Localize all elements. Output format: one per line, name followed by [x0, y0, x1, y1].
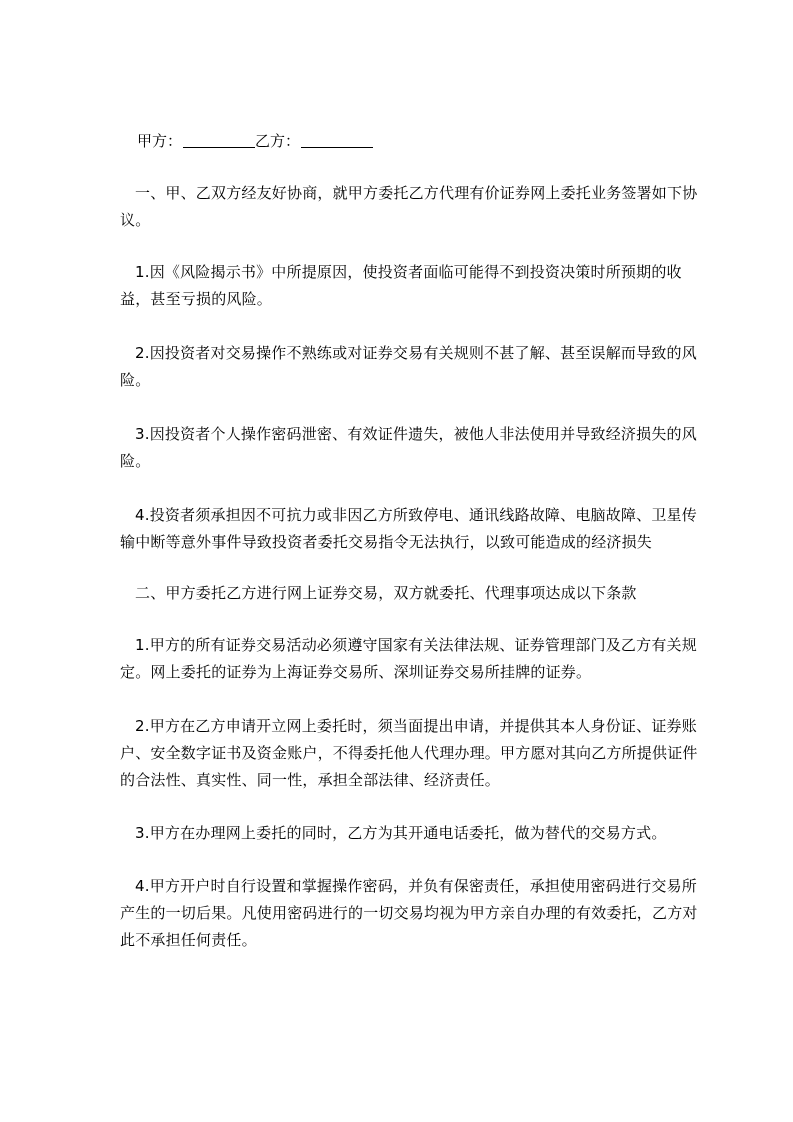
risk-item-1: 1.因《风险揭示书》中所提原因，使投资者面临可能得不到投资决策时所预期的收益，甚至亏损的风险。: [120, 263, 682, 308]
section-one-heading: 一、甲、乙双方经友好协商，就甲方委托乙方代理有价证券网上委托业务签署如下协议。: [120, 184, 698, 229]
risk-item-3: 3.因投资者个人操作密码泄密、有效证件遗失，被他人非法使用并导致经济损失的风险。: [120, 425, 697, 470]
risk-item-4: 4.投资者须承担因不可抗力或非因乙方所致停电、通讯线路故障、电脑故障、卫星传输中断等意外事件导致投资者委托交易指令无法执行，以致可能造成的经济损失: [120, 506, 697, 551]
clause-item-1: 1.甲方的所有证券交易活动必须遵守国家有关法律法规、证券管理部门及乙方有关规定。网上委托的证券为上海证券交易所、深圳证券交易所挂牌的证券。: [120, 636, 697, 681]
risk-item-2: 2.因投资者对交易操作不熟练或对证券交易有关规则不甚了解、甚至误解而导致的风险。: [120, 344, 697, 389]
clause-item-2: 2.甲方在乙方申请开立网上委托时，须当面提出申请，并提供其本人身份证、证券账户、安全数字证书及资金账户，不得委托他人代理办理。甲方愿对其向乙方所提供证件的合法性、真实性、同一性，承担全部法律、经济责任。: [120, 717, 698, 789]
party-b-label: 乙方：: [255, 132, 301, 150]
party-line: [137, 128, 373, 155]
clause-item-3: 3.甲方在办理网上委托的同时，乙方为其开通电话委托，做为替代的交易方式。: [135, 824, 667, 842]
party-a-blank: [183, 131, 255, 148]
section-two-heading: 二、甲方委托乙方进行网上证券交易，双方就委托、代理事项达成以下条款: [135, 584, 637, 602]
party-b-blank: [301, 131, 373, 148]
clause-item-4: 4.甲方开户时自行设置和掌握操作密码，并负有保密责任，承担使用密码进行交易所产生的一切后果。凡使用密码进行的一切交易均视为甲方亲自办理的有效委托，乙方对此不承担任何责任。: [120, 877, 698, 949]
party-a-label: 甲方：: [137, 132, 183, 150]
